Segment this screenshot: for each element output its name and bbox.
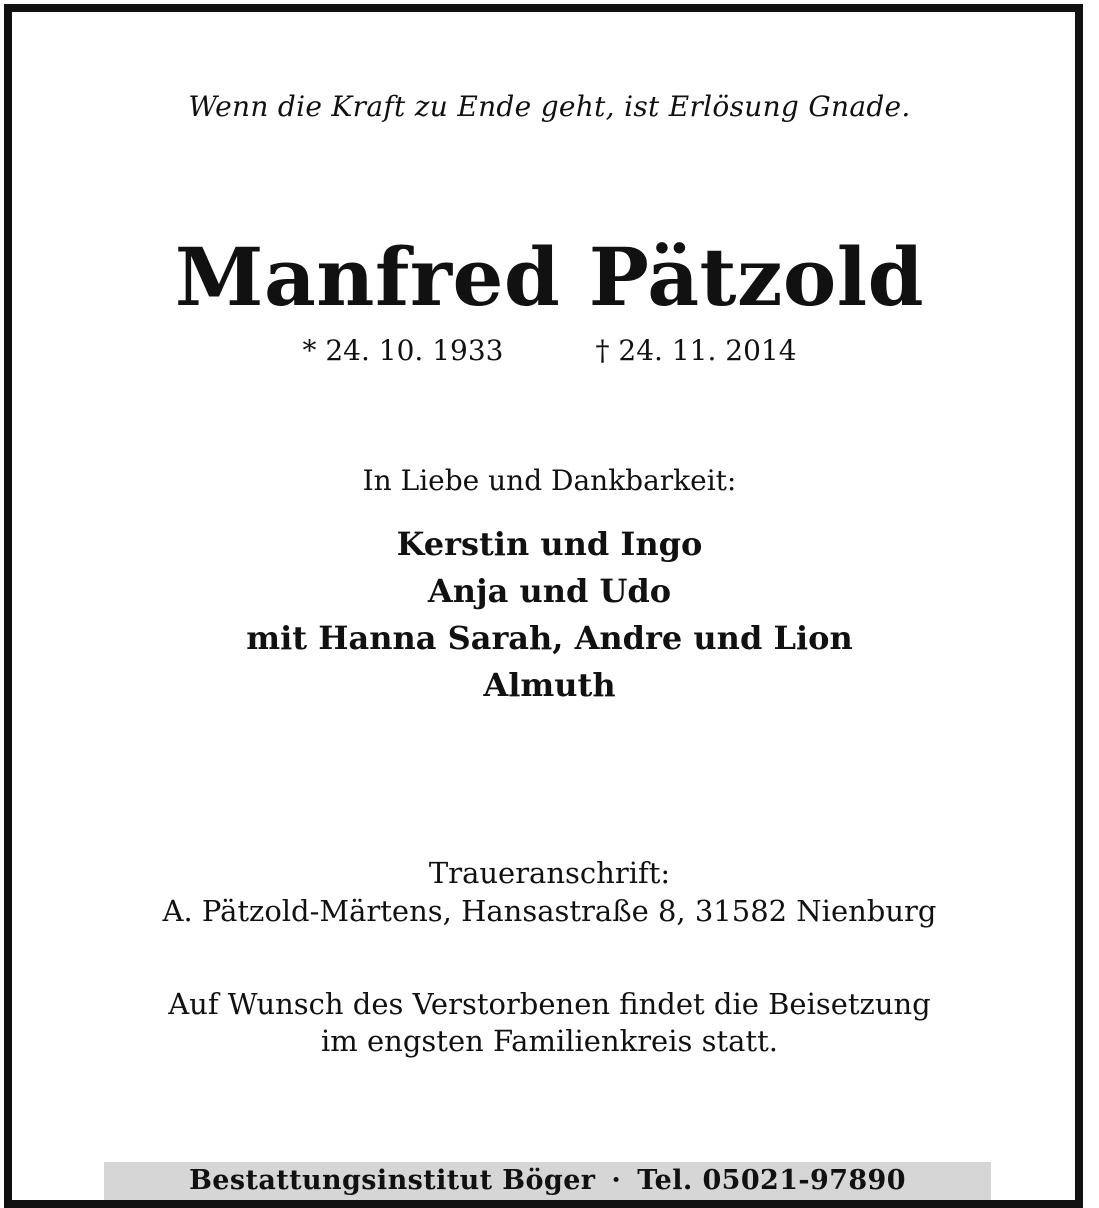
address-value: A. Pätzold-Märtens, Hansastraße 8, 31582 Nienburg — [162, 894, 937, 928]
life-dates — [0, 334, 1099, 367]
mourner-line: mit Hanna Sarah, Andre und Lion — [246, 619, 853, 657]
death-date: † 24. 11. 2014 — [595, 334, 797, 367]
mourner-line: Almuth — [483, 666, 616, 704]
birth-date: * 24. 10. 1933 — [302, 334, 504, 367]
funeral-home-name: Bestattungsinstitut Böger — [189, 1165, 596, 1196]
address-label: Traueranschrift: — [428, 856, 671, 890]
mourner-line: Anja und Udo — [427, 572, 672, 610]
mourner-line: Kerstin und Ingo — [396, 525, 703, 563]
funeral-home-banner — [104, 1162, 991, 1200]
funeral-home-phone: Tel. 05021-97890 — [637, 1165, 906, 1196]
mourners-list — [0, 521, 1099, 709]
wish-line: im engsten Familienkreis statt. — [321, 1024, 778, 1058]
funeral-wish — [0, 986, 1099, 1060]
thanks-line: In Liebe und Dankbarkeit: — [362, 464, 737, 497]
deceased-name: Manfred Pätzold — [174, 230, 925, 324]
wish-line: Auf Wunsch des Verstorbenen findet die Beisetzung — [168, 987, 931, 1021]
motto-quote: Wenn die Kraft zu Ende geht, ist Erlösung Gnade. — [188, 90, 911, 123]
footer-separator: · — [611, 1165, 622, 1196]
